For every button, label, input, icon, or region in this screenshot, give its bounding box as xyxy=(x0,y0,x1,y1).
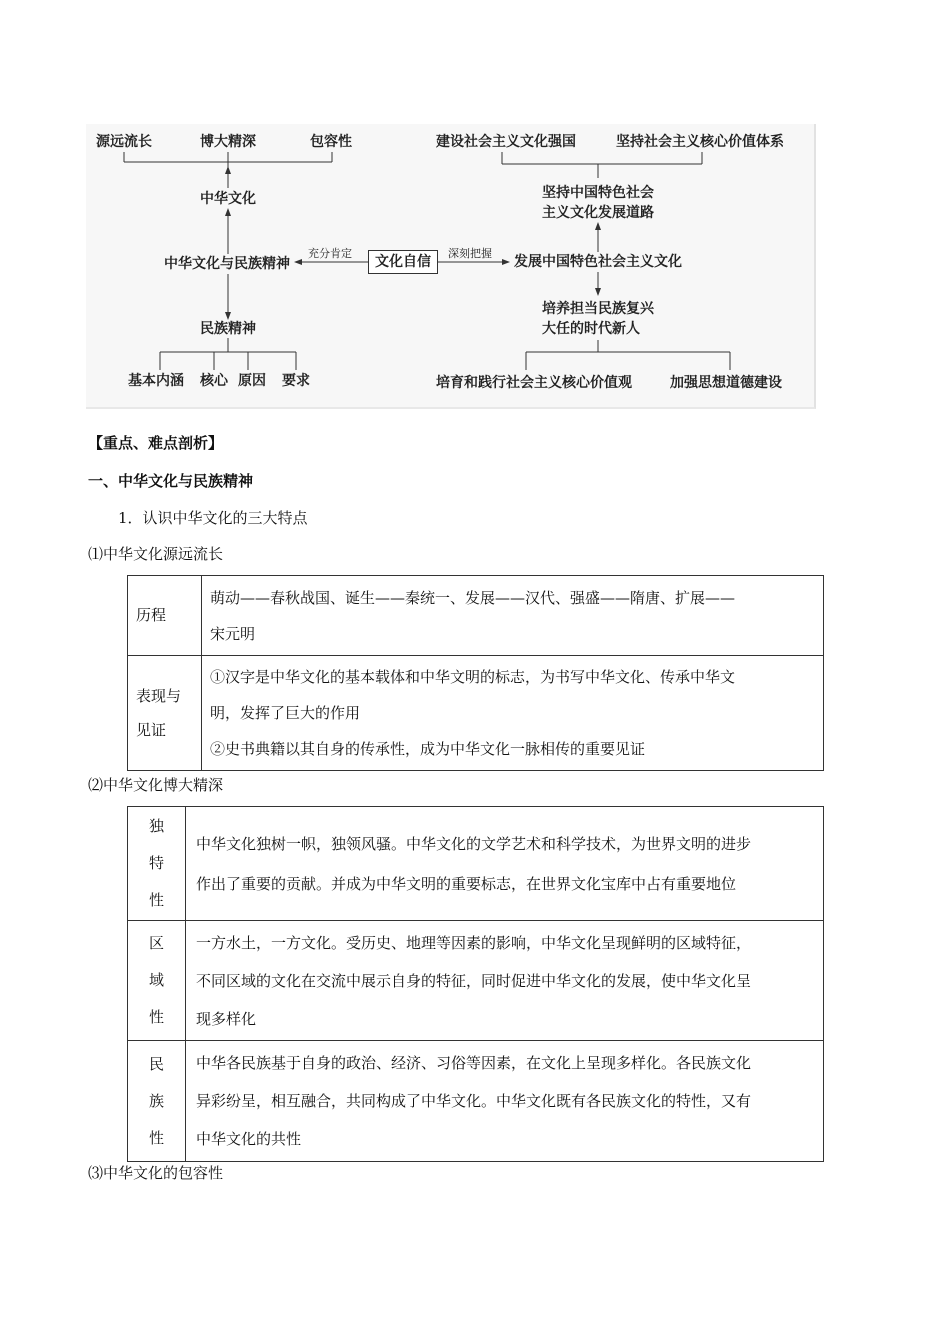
table-line: 一方水土，一方文化。受历史、地理等因素的影响，中华文化呈现鲜明的区域特征， xyxy=(196,933,752,952)
table-line: 异彩纷呈，相互融合，共同构成了中华文化。中华文化既有各民族文化的特性，又有 xyxy=(196,1092,752,1110)
table-line: ②史书典籍以其自身的传承性，成为中华文化一脉相传的重要见证 xyxy=(210,740,646,758)
section-title: 【重点、难点剖析】 xyxy=(88,434,224,452)
label-char: 域 xyxy=(148,971,164,989)
label-char: 民 xyxy=(148,1054,164,1073)
table-row xyxy=(128,1041,824,1162)
table-row xyxy=(128,656,824,771)
table-line: 中华各民族基于自身的政治、经济、习俗等因素，在文化上呈现多样化。各民族文化 xyxy=(196,1054,752,1072)
table-cell-content xyxy=(186,1041,824,1162)
label-char: 性 xyxy=(148,891,164,909)
diagram-node-jiaqiang: 加强思想道德建设 xyxy=(670,375,782,391)
table-cell-label: 历程 xyxy=(128,576,202,656)
diagram-node-hexin-jiazhi: 坚持社会主义核心价值体系 xyxy=(616,134,784,150)
table-line: 萌动——春秋战国、诞生——秦统一、发展——汉代、强盛——隋唐、扩展—— xyxy=(210,588,736,607)
table-cell-label xyxy=(128,1041,186,1162)
table-label-line: 表现与 xyxy=(136,687,182,705)
item-2: ⑵中华文化博大精深 xyxy=(88,776,224,794)
diagram-node-peiyang-2: 大任的时代新人 xyxy=(542,321,640,337)
table-line: 作出了重要的贡献。并成为中华文明的重要标志，在世界文化宝库中占有重要地位 xyxy=(196,874,737,893)
diagram-node-jiben: 基本内涵 xyxy=(128,373,184,389)
table-cell-content xyxy=(202,576,824,656)
heading-1: 一、中华文化与民族精神 xyxy=(88,472,254,490)
diagram-node-baorong: 包容性 xyxy=(310,134,352,150)
label-char: 性 xyxy=(148,1008,164,1026)
table-characteristics xyxy=(127,806,824,1162)
diagram-label-shenke: 深刻把握 xyxy=(448,247,492,260)
diagram-node-fazhan: 发展中国特色社会主义文化 xyxy=(514,254,682,270)
item-3: ⑶中华文化的包容性 xyxy=(88,1164,224,1182)
table-cell-label xyxy=(128,807,186,921)
diagram-node-wenhua-minzu: 中华文化与民族精神 xyxy=(164,256,290,272)
diagram-node-yaoqiu: 要求 xyxy=(282,373,310,389)
table-cell-content xyxy=(186,921,824,1041)
diagram-node-hexin: 核心 xyxy=(200,373,228,389)
subheading-1: 1．认识中华文化的三大特点 xyxy=(118,509,308,527)
table-cell-content xyxy=(186,807,824,921)
table-line: 中华文化的共性 xyxy=(196,1130,302,1148)
label-char: 区 xyxy=(148,934,164,952)
table-cell-content xyxy=(202,656,824,771)
diagram-node-jianchi-1: 坚持中国特色社会 xyxy=(542,185,654,201)
diagram-node-boda: 博大精深 xyxy=(200,134,256,150)
diagram-label-chongfen: 充分肯定 xyxy=(308,247,352,260)
table-line: 不同区域的文化在交流中展示自身的特征，同时促进中华文化的发展，使中华文化呈 xyxy=(196,971,752,990)
item-1: ⑴中华文化源远流长 xyxy=(88,545,224,563)
diagram-node-minzu-jingshen: 民族精神 xyxy=(200,321,256,337)
diagram-node-jianchi-2: 主义文化发展道路 xyxy=(542,205,654,221)
diagram-node-jianshe: 建设社会主义文化强国 xyxy=(436,134,576,150)
table-row xyxy=(128,576,824,656)
label-char: 独 xyxy=(148,817,164,835)
table-row xyxy=(128,921,824,1041)
diagram-node-wenhua-zixin: 文化自信 xyxy=(368,250,438,274)
label-char: 特 xyxy=(148,854,164,872)
concept-diagram xyxy=(86,124,816,409)
table-cell-label xyxy=(128,656,202,771)
table-line: 明，发挥了巨大的作用 xyxy=(210,704,361,722)
table-label-line: 见证 xyxy=(136,721,167,739)
diagram-node-yuanyin: 原因 xyxy=(238,373,266,389)
diagram-node-peiyu: 培育和践行社会主义核心价值观 xyxy=(436,375,632,391)
table-line: ①汉字是中华文化的基本载体和中华文明的标志，为书写中华文化、传承中华文 xyxy=(210,668,736,686)
table-cell-label xyxy=(128,921,186,1041)
table-row xyxy=(128,807,824,921)
table-line: 现多样化 xyxy=(196,1009,257,1028)
label-char: 族 xyxy=(148,1091,164,1110)
table-history xyxy=(127,575,824,771)
table-line: 宋元明 xyxy=(210,624,256,643)
diagram-node-zhonghua-wenhua: 中华文化 xyxy=(200,191,256,207)
diagram-node-yuanyuan: 源远流长 xyxy=(96,134,152,150)
diagram-node-peiyang-1: 培养担当民族复兴 xyxy=(542,301,654,317)
table-line: 中华文化独树一帜，独领风骚。中华文化的文学艺术和科学技术，为世界文明的进步 xyxy=(196,834,752,853)
label-char: 性 xyxy=(148,1128,164,1147)
